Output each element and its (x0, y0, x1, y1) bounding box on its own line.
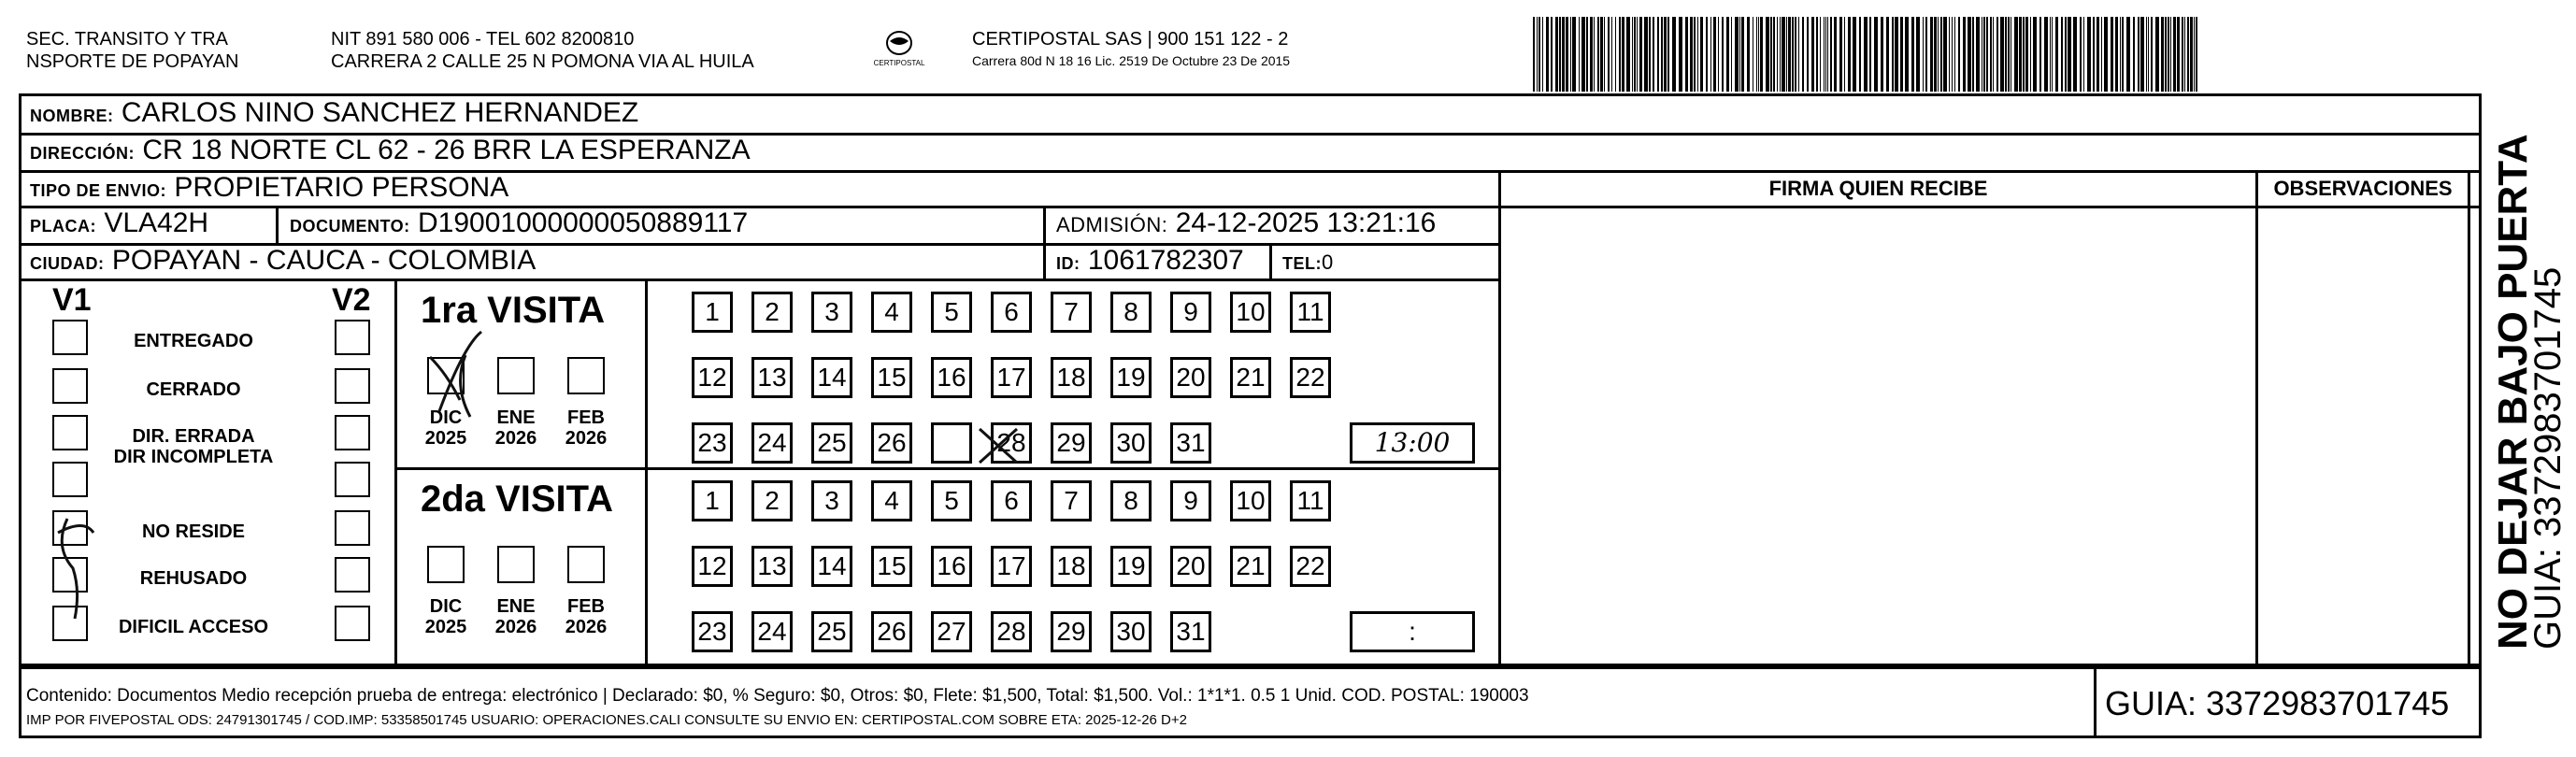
barcode (1533, 17, 2201, 92)
barcode-bar (1731, 17, 1732, 92)
barcode-bar (1566, 17, 1568, 92)
barcode-bar (1923, 17, 1924, 92)
barcode-bar (1930, 17, 1933, 92)
barcode-bar (1735, 17, 1739, 92)
document-label: DOCUMENTO: (290, 217, 410, 236)
day-box[interactable]: 20 (1170, 546, 1211, 587)
barcode-bar (1747, 17, 1750, 92)
day-box[interactable]: 21 (1230, 357, 1271, 398)
barcode-bar (2093, 17, 2095, 92)
day-box[interactable]: 24 (751, 422, 793, 464)
day-box[interactable]: 23 (692, 611, 733, 652)
month-name: FEB (567, 596, 605, 617)
barcode-bar (1788, 17, 1791, 92)
barcode-bar (2177, 17, 2180, 92)
barcode-bar (1976, 17, 1980, 92)
barcode-bar (1597, 17, 1599, 92)
day-box[interactable]: 12 (692, 357, 733, 398)
barcode-bar (1996, 17, 1998, 92)
status-option-label: DIR INCOMPLETA (113, 447, 274, 467)
day-box[interactable]: 23 (692, 422, 733, 464)
day-box[interactable]: 27 (931, 611, 972, 652)
barcode-bar (2148, 17, 2149, 92)
barcode-bar (1756, 17, 1757, 92)
visit-time-box[interactable]: : (1350, 611, 1475, 652)
barcode-bar (1722, 17, 1724, 92)
barcode-bar (1925, 17, 1927, 92)
recipient-address: CR 18 NORTE CL 62 - 26 BRR LA ESPERANZA (142, 135, 751, 165)
barcode-bar (2111, 17, 2113, 92)
signature-header: FIRMA QUIEN RECIBE (1768, 177, 1988, 200)
barcode-bar (1632, 17, 1633, 92)
barcode-bar (2120, 17, 2121, 92)
status-option-label: REHUSADO (139, 568, 248, 589)
day-box[interactable]: 29 (1051, 611, 1092, 652)
courier-line-2: Carrera 80d N 18 16 Lic. 2519 De Octubre 23 De 2015 (972, 53, 1291, 68)
barcode-bar (1649, 17, 1651, 92)
address-label: DIRECCIÓN: (30, 144, 135, 163)
month-year: 2026 (565, 428, 608, 449)
barcode-bar (1848, 17, 1851, 92)
day-box[interactable]: 3 (811, 480, 852, 521)
barcode-bar (1864, 17, 1868, 92)
barcode-bar (1685, 17, 1688, 92)
barcode-bar (1844, 17, 1845, 92)
barcode-bar (1827, 17, 1828, 92)
barcode-bar (1551, 17, 1553, 92)
barcode-bar (2023, 17, 2025, 92)
barcode-bar (2101, 17, 2102, 92)
barcode-bar (2019, 17, 2022, 92)
barcode-bar (1892, 17, 1894, 92)
barcode-bar (2182, 17, 2183, 92)
barcode-bar (2187, 17, 2189, 92)
barcode-bar (2052, 17, 2053, 92)
barcode-bar (1911, 17, 1914, 92)
barcode-bar (1934, 17, 1937, 92)
month-name: ENE (496, 407, 536, 428)
month-year: 2025 (424, 428, 467, 449)
barcode-bar (2080, 17, 2082, 92)
day-box[interactable]: 19 (1110, 546, 1152, 587)
day-box[interactable]: 4 (871, 292, 912, 333)
barcode-bar (1770, 17, 1772, 92)
barcode-bar (1943, 17, 1947, 92)
barcode-bar (1690, 17, 1693, 92)
month-year: 2025 (424, 617, 467, 637)
barcode-bar (1766, 17, 1769, 92)
barcode-bar (1741, 17, 1744, 92)
day-box[interactable]: 18 (1051, 357, 1092, 398)
barcode-bar (1886, 17, 1889, 92)
barcode-bar (1811, 17, 1814, 92)
month-year: 2026 (494, 617, 537, 637)
day-box[interactable]: 25 (811, 611, 852, 652)
day-box[interactable]: 20 (1170, 357, 1211, 398)
status-option-label: CERRADO (146, 379, 241, 400)
barcode-bar (2146, 17, 2147, 92)
barcode-bar (1653, 17, 1654, 92)
barcode-bar (2140, 17, 2144, 92)
barcode-bar (2165, 17, 2167, 92)
nit-line: NIT 891 580 006 - TEL 602 8200810 (331, 29, 635, 50)
day-box[interactable]: 17 (991, 546, 1032, 587)
barcode-bar (1795, 17, 1796, 92)
barcode-bar (1949, 17, 1950, 92)
barcode-bar (2122, 17, 2124, 92)
v1-header: V1 (52, 282, 92, 318)
barcode-bar (1782, 17, 1785, 92)
barcode-bar (2033, 17, 2037, 92)
barcode-bar (1786, 17, 1787, 92)
admission-date: 24-12-2025 13:21:16 (1175, 207, 1437, 238)
day-box[interactable]: 3 (811, 292, 852, 333)
barcode-bar (1916, 17, 1920, 92)
signature-area[interactable] (1501, 208, 2255, 664)
barcode-bar (1824, 17, 1825, 92)
plate-label: PLACA: (30, 217, 96, 236)
id-label: ID: (1056, 254, 1080, 273)
barcode-bar (1619, 17, 1621, 92)
barcode-bar (1874, 17, 1878, 92)
barcode-bar (2115, 17, 2118, 92)
day-box[interactable]: 6 (991, 292, 1032, 333)
month-name: FEB (567, 407, 605, 428)
barcode-bar (1963, 17, 1966, 92)
barcode-bar (1608, 17, 1610, 92)
barcode-bar (1986, 17, 1988, 92)
barcode-bar (1853, 17, 1856, 92)
day-box[interactable]: 15 (871, 357, 912, 398)
day-box[interactable]: 11 (1290, 292, 1331, 333)
barcode-bar (1816, 17, 1818, 92)
barcode-bar (1859, 17, 1861, 92)
barcode-bar (2025, 17, 2028, 92)
barcode-bar (1611, 17, 1612, 92)
barcode-bar (1958, 17, 1960, 92)
barcode-bar (1615, 17, 1616, 92)
day-box[interactable]: 4 (871, 480, 912, 521)
document-number: D19001000000050889117 (418, 207, 749, 238)
barcode-bar (1700, 17, 1703, 92)
barcode-bar (1777, 17, 1778, 92)
day-box[interactable]: 22 (1290, 357, 1331, 398)
day-box[interactable]: 1 (692, 480, 733, 521)
barcode-bar (2061, 17, 2063, 92)
barcode-bar (2133, 17, 2135, 92)
barcode-bar (1538, 17, 1540, 92)
day-box[interactable]: 28 (991, 611, 1032, 652)
barcode-bar (1694, 17, 1696, 92)
observations-header: OBSERVACIONES (2273, 177, 2453, 200)
barcode-bar (1760, 17, 1763, 92)
day-box[interactable]: 9 (1170, 480, 1211, 521)
month-name: DIC (429, 596, 463, 617)
footer-content: Contenido: Documentos Medio recepción prueba de entrega: electrónico | Declarado: $0, % Seguro: $0, Otros: $0, Flete: $1,500, Total: $1,500. Vol.: 1*1*1. 0.5 1 Unid. COD. POSTAL: 190003 (26, 686, 1529, 706)
barcode-bar (1586, 17, 1588, 92)
month-name: DIC (429, 407, 463, 428)
status-option-label: NO RESIDE (141, 521, 246, 542)
shipment-type-label: TIPO DE ENVIO: (30, 181, 167, 200)
day-box[interactable]: 12 (692, 546, 733, 587)
barcode-bar (1792, 17, 1794, 92)
barcode-bar (1672, 17, 1676, 92)
day-box[interactable]: 10 (1230, 480, 1271, 521)
day-box[interactable]: 25 (811, 422, 852, 464)
shipment-type: PROPIETARIO PERSONA (174, 172, 509, 203)
barcode-bar (1679, 17, 1682, 92)
barcode-bar (1664, 17, 1667, 92)
footer-print-info: IMP POR FIVEPOSTAL ODS: 24791301745 / COD.IMP: 53358501745 USUARIO: OPERACIONES.CALI CONSULTE SU ENVIO EN: CERTIPOSTAL.COM SOBRE ETA: 2025-12-26 D+2 (26, 712, 1187, 728)
admission-label: ADMISIÓN: (1056, 213, 1168, 236)
barcode-bar (2138, 17, 2140, 92)
day-box[interactable]: 28 (991, 422, 1032, 464)
barcode-bar (1726, 17, 1729, 92)
month-year: 2026 (565, 617, 608, 637)
barcode-bar (1533, 17, 1535, 92)
barcode-bar (1952, 17, 1953, 92)
barcode-bar (1825, 17, 1826, 92)
visit-time-box[interactable]: 13:00 (1350, 422, 1475, 464)
barcode-bar (2050, 17, 2051, 92)
day-box[interactable]: 2 (751, 292, 793, 333)
day-box[interactable]: 9 (1170, 292, 1211, 333)
barcode-bar (2194, 17, 2195, 92)
observations-area[interactable] (2258, 208, 2468, 664)
day-box[interactable]: 26 (871, 611, 912, 652)
barcode-bar (1739, 17, 1740, 92)
barcode-bar (2008, 17, 2010, 92)
barcode-bar (2068, 17, 2071, 92)
day-box[interactable]: 11 (1290, 480, 1331, 521)
barcode-bar (2055, 17, 2058, 92)
barcode-bar (1802, 17, 1804, 92)
barcode-bar (1895, 17, 1898, 92)
status-option-label: ENTREGADO (134, 331, 253, 351)
day-box[interactable]: 7 (1051, 292, 1092, 333)
day-box[interactable]: 30 (1110, 422, 1152, 464)
day-box[interactable]: 14 (811, 357, 852, 398)
barcode-bar (1634, 17, 1636, 92)
barcode-bar (1570, 17, 1571, 92)
barcode-bar (1900, 17, 1903, 92)
barcode-bar (1954, 17, 1955, 92)
day-box[interactable]: 6 (991, 480, 1032, 521)
side-tracking-number: GUIA: 3372983701745 (2527, 266, 2569, 650)
barcode-bar (1990, 17, 1992, 92)
barcode-bar (2065, 17, 2067, 92)
barcode-bar (1820, 17, 1821, 92)
sender-line-2: NSPORTE DE POPAYAN (26, 51, 239, 72)
barcode-bar (1590, 17, 1593, 92)
barcode-bar (1807, 17, 1809, 92)
courier-line-1: CERTIPOSTAL SAS | 900 151 122 - 2 (972, 29, 1289, 50)
barcode-bar (1905, 17, 1909, 92)
day-box[interactable]: 24 (751, 611, 793, 652)
address-line: CARRERA 2 CALLE 25 N POMONA VIA AL HUILA (331, 51, 754, 72)
day-box[interactable]: 22 (1290, 546, 1331, 587)
barcode-bar (1546, 17, 1549, 92)
barcode-bar (1993, 17, 1994, 92)
barcode-bar (1579, 17, 1580, 92)
day-box[interactable]: 5 (931, 480, 972, 521)
day-box[interactable]: 8 (1110, 292, 1152, 333)
day-box[interactable]: 5 (931, 292, 972, 333)
barcode-bar (2173, 17, 2176, 92)
visit-title: 2da VISITA (421, 478, 613, 520)
barcode-bar (1594, 17, 1595, 92)
day-box[interactable]: 15 (871, 546, 912, 587)
barcode-bar (2087, 17, 2091, 92)
month-name: ENE (496, 596, 536, 617)
barcode-bar (1834, 17, 1837, 92)
barcode-bar (1713, 17, 1716, 92)
day-box[interactable]: 13 (751, 357, 793, 398)
id-value: 1061782307 (1087, 245, 1244, 276)
barcode-bar (2039, 17, 2041, 92)
barcode-bar (1881, 17, 1883, 92)
day-box[interactable]: 19 (1110, 357, 1152, 398)
recipient-name: CARLOS NINO SANCHEZ HERNANDEZ (121, 97, 639, 128)
barcode-bar (1644, 17, 1648, 92)
barcode-bar (1559, 17, 1561, 92)
day-box[interactable]: 16 (931, 357, 972, 398)
city-label: CIUDAD: (30, 254, 105, 273)
barcode-bar (1562, 17, 1565, 92)
status-option-label: DIFICIL ACCESO (118, 617, 268, 637)
barcode-bar (2030, 17, 2031, 92)
name-label: NOMBRE: (30, 107, 114, 125)
city-value: POPAYAN - CAUCA - COLOMBIA (111, 245, 537, 276)
barcode-bar (1661, 17, 1663, 92)
day-box[interactable]: 8 (1110, 480, 1152, 521)
barcode-bar (2126, 17, 2130, 92)
barcode-bar (2097, 17, 2099, 92)
barcode-bar (1600, 17, 1603, 92)
day-box[interactable]: 29 (1051, 422, 1092, 464)
barcode-bar (2155, 17, 2159, 92)
day-box[interactable]: 21 (1230, 546, 1271, 587)
tel-label: TEL: (1282, 254, 1322, 273)
barcode-bar (1968, 17, 1971, 92)
day-box[interactable]: 17 (991, 357, 1032, 398)
barcode-bar (2170, 17, 2171, 92)
barcode-bar (2044, 17, 2048, 92)
barcode-bar (1697, 17, 1698, 92)
day-box[interactable]: 16 (931, 546, 972, 587)
barcode-bar (2014, 17, 2018, 92)
barcode-bar (1657, 17, 1659, 92)
day-box[interactable]: 2 (751, 480, 793, 521)
visit-title: 1ra VISITA (421, 290, 606, 331)
barcode-bar (1983, 17, 1985, 92)
barcode-bar (1869, 17, 1871, 92)
barcode-bar (1537, 17, 1538, 92)
sender-line-1: SEC. TRANSITO Y TRA (26, 29, 228, 50)
barcode-bar (2073, 17, 2077, 92)
barcode-bar (1604, 17, 1605, 92)
barcode-bar (1667, 17, 1669, 92)
barcode-bar (1572, 17, 1576, 92)
barcode-bar (1839, 17, 1842, 92)
day-box[interactable]: 7 (1051, 480, 1092, 521)
barcode-bar (2005, 17, 2007, 92)
barcode-bar (2190, 17, 2193, 92)
barcode-bar (1718, 17, 1719, 92)
barcode-bar (2184, 17, 2185, 92)
barcode-bar (1706, 17, 1708, 92)
tel-value: 0 (1322, 250, 1334, 274)
barcode-bar (2000, 17, 2004, 92)
do-not-leave-warning: NO DEJAR BAJO PUERTA (2490, 134, 2536, 650)
barcode-bar (1940, 17, 1942, 92)
barcode-bar (2196, 17, 2197, 92)
day-box[interactable]: 31 (1170, 422, 1211, 464)
barcode-bar (1773, 17, 1775, 92)
barcode-bar (1581, 17, 1585, 92)
barcode-bar (2161, 17, 2164, 92)
day-box[interactable]: 1 (692, 292, 733, 333)
barcode-bar (1710, 17, 1711, 92)
day-box[interactable]: 31 (1170, 611, 1211, 652)
day-box[interactable]: 13 (751, 546, 793, 587)
barcode-bar (2151, 17, 2153, 92)
barcode-bar (2083, 17, 2084, 92)
barcode-bar (1555, 17, 1558, 92)
day-box[interactable]: 18 (1051, 546, 1092, 587)
plate-value: VLA42H (104, 207, 209, 238)
barcode-bar (1798, 17, 1799, 92)
status-option-label: DIR. ERRADA (132, 426, 255, 447)
barcode-bar (1622, 17, 1624, 92)
barcode-bar (1758, 17, 1759, 92)
barcode-bar (1626, 17, 1630, 92)
barcode-bar (2168, 17, 2169, 92)
barcode-bar (1542, 17, 1543, 92)
barcode-bar (1830, 17, 1832, 92)
barcode-bar (1639, 17, 1642, 92)
barcode-bar (1780, 17, 1781, 92)
barcode-bar (2104, 17, 2108, 92)
barcode-bar (1938, 17, 1939, 92)
day-box[interactable]: 14 (811, 546, 852, 587)
barcode-bar (1637, 17, 1638, 92)
day-box[interactable]: 10 (1230, 292, 1271, 333)
v2-header: V2 (332, 282, 371, 318)
day-box[interactable]: 26 (871, 422, 912, 464)
svg-text:CERTIPOSTAL: CERTIPOSTAL (873, 59, 925, 67)
barcode-bar (1972, 17, 1974, 92)
tracking-number: GUIA: 3372983701745 (2105, 684, 2450, 722)
month-year: 2026 (494, 428, 537, 449)
day-box[interactable]: 30 (1110, 611, 1152, 652)
